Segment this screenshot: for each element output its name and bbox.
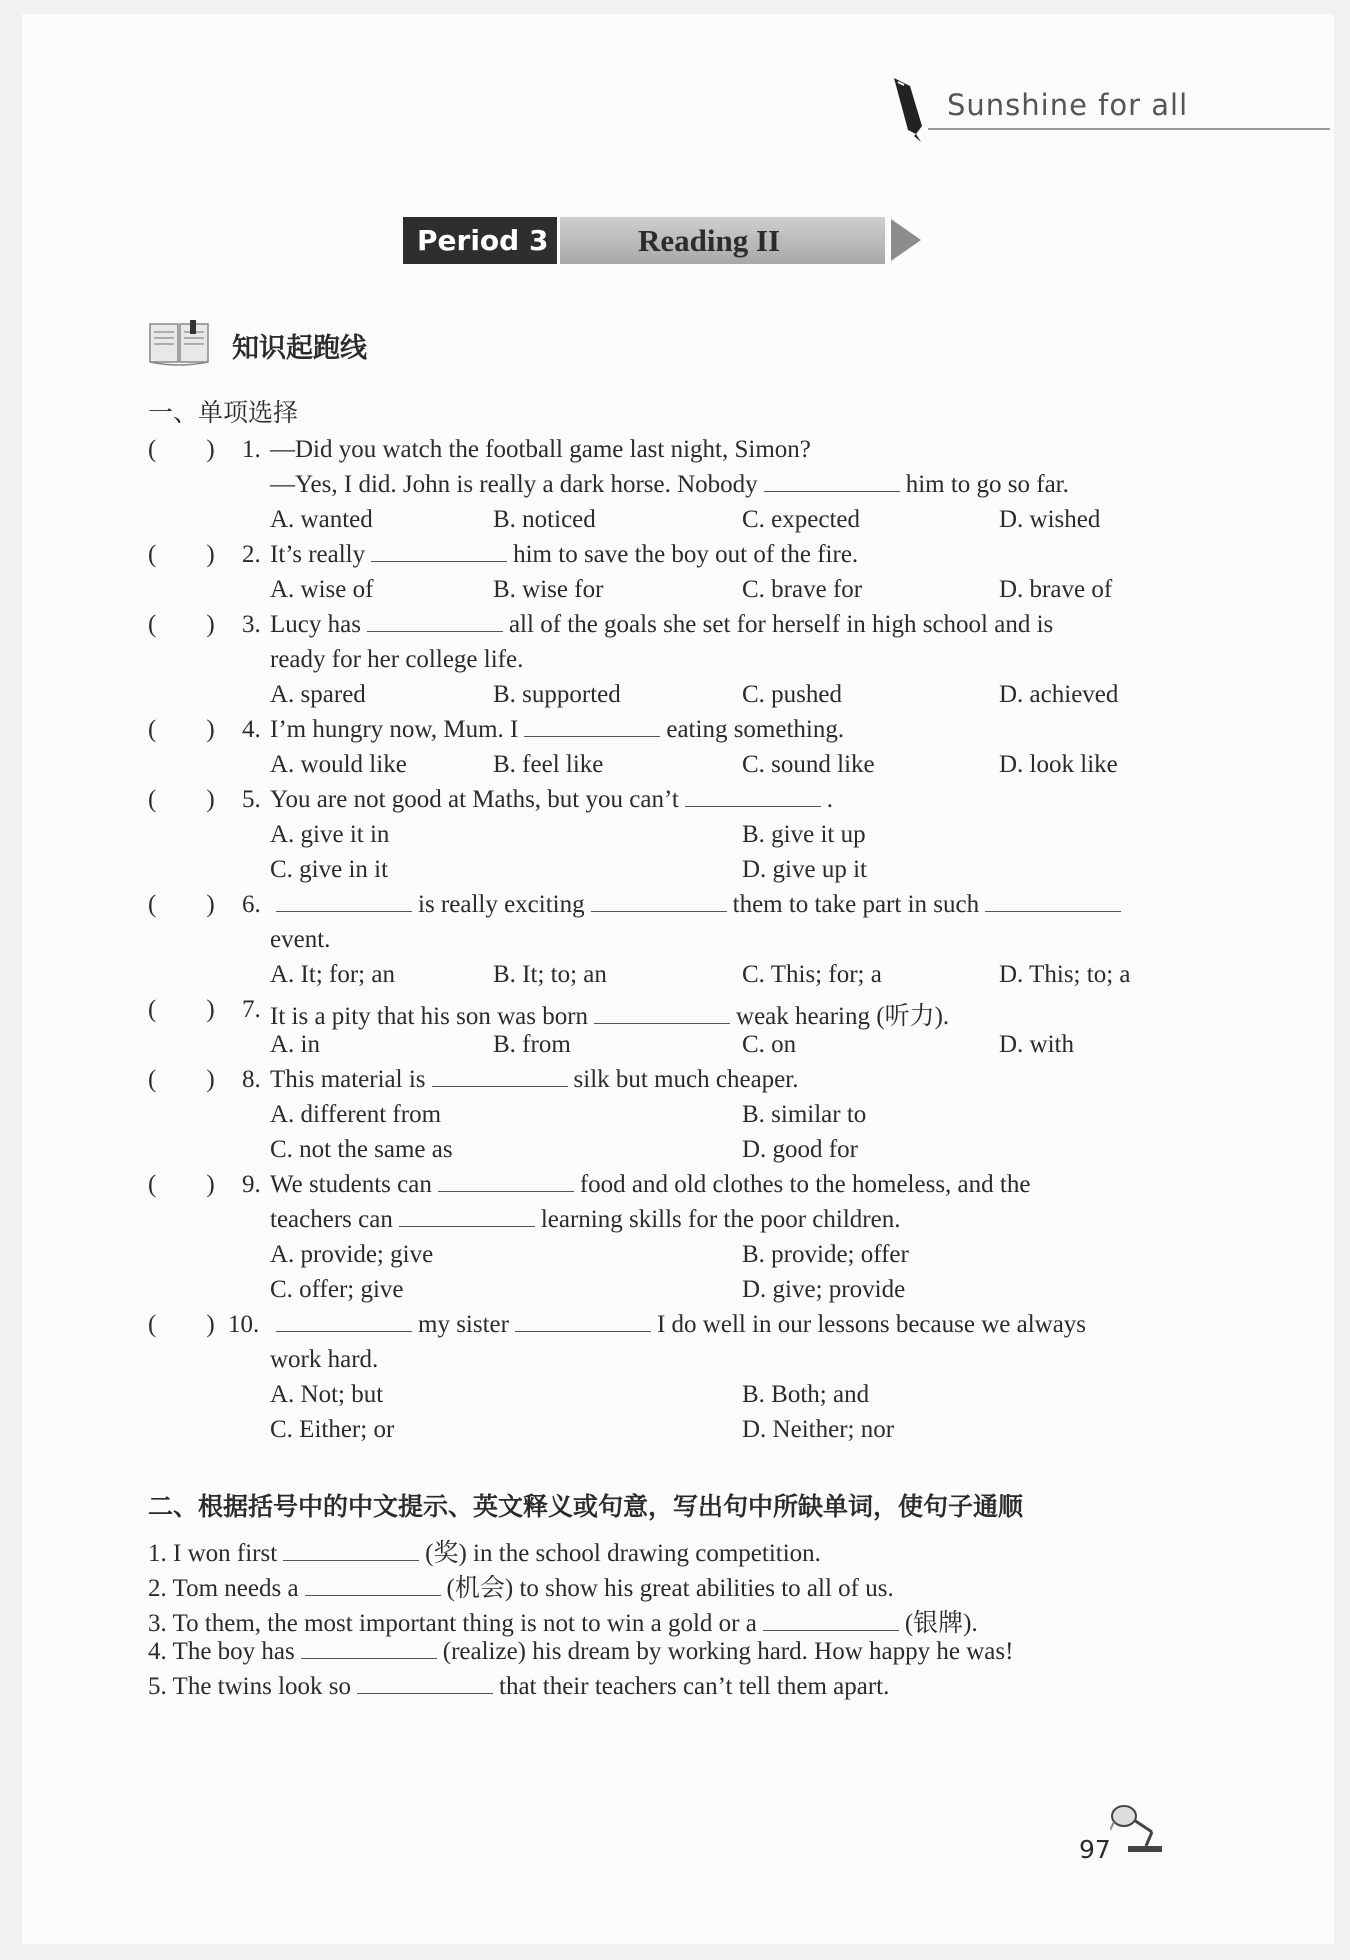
answer-blank[interactable]: [524, 718, 660, 737]
text-segment: I’m hungry now, Mum. I: [270, 716, 519, 743]
option-d[interactable]: D. give up it: [742, 856, 867, 883]
fill-item: [148, 1603, 978, 1639]
answer-bracket[interactable]: ( ): [148, 436, 215, 463]
answer-blank[interactable]: [432, 1068, 568, 1087]
question-number: 3.: [242, 611, 261, 638]
option-b[interactable]: B. wise for: [493, 576, 604, 603]
option-a[interactable]: A. in: [270, 1031, 320, 1058]
question-line: [270, 786, 833, 814]
option-a[interactable]: A. different from: [270, 1101, 442, 1128]
question-line: [270, 1171, 1030, 1199]
option-c[interactable]: C. expected: [742, 506, 861, 533]
part2-title: 二、根据括号中的中文提示、英文释义或句意，写出句中所缺单词，使句子通顺: [148, 1492, 1024, 1521]
answer-blank[interactable]: [301, 1640, 437, 1659]
option-b[interactable]: B. Both; and: [742, 1381, 870, 1408]
book-icon: [148, 320, 214, 368]
text-segment: that their teachers can’t tell them apart.: [499, 1673, 890, 1700]
answer-blank[interactable]: [591, 893, 727, 912]
answer-blank[interactable]: [371, 543, 507, 562]
answer-blank[interactable]: [438, 1173, 574, 1192]
option-c[interactable]: C. brave for: [742, 576, 863, 603]
option-a[interactable]: A. give it in: [270, 821, 390, 848]
option-b[interactable]: B. give it up: [742, 821, 866, 848]
text-segment: work hard.: [270, 1346, 379, 1373]
text-segment: 3. To them, the most important thing is not to win a gold or a: [148, 1610, 757, 1637]
answer-bracket[interactable]: ( ): [148, 891, 215, 918]
text-segment: ready for her college life.: [270, 646, 524, 673]
option-d[interactable]: D. This; to; a: [999, 961, 1131, 988]
page-number: 97: [1079, 1835, 1111, 1864]
text-segment: .: [826, 786, 834, 813]
option-a[interactable]: A. would like: [270, 751, 407, 778]
answer-bracket[interactable]: ( ): [148, 996, 215, 1023]
pen-icon: [888, 76, 928, 144]
fill-item: [148, 1568, 894, 1604]
question-number: 1.: [242, 436, 261, 463]
question-line: [270, 1206, 900, 1234]
text-segment: 1. I won first: [148, 1540, 278, 1567]
text-segment: eating something.: [666, 716, 845, 743]
fill-item: [148, 1533, 821, 1569]
question-number: 6.: [242, 891, 261, 918]
answer-blank[interactable]: [764, 473, 900, 492]
banner-arrow-icon: [891, 219, 921, 261]
question-line: [270, 436, 811, 464]
option-c[interactable]: C. give in it: [270, 856, 389, 883]
text-segment: (机会) to show his great abilities to all of us.: [446, 1575, 894, 1602]
answer-blank[interactable]: [594, 1005, 730, 1024]
section-title: 知识起跑线: [232, 333, 367, 364]
question-number: 9.: [242, 1171, 261, 1198]
answer-bracket[interactable]: ( ): [148, 541, 215, 568]
option-d[interactable]: D. Neither; nor: [742, 1416, 895, 1443]
answer-blank[interactable]: [305, 1577, 441, 1596]
option-a[interactable]: A. Not; but: [270, 1381, 384, 1408]
answer-blank[interactable]: [367, 613, 503, 632]
answer-blank[interactable]: [283, 1542, 419, 1561]
text-segment: learning skills for the poor children.: [540, 1206, 901, 1233]
header-rule: [928, 128, 1330, 130]
text-segment: is really exciting: [418, 891, 585, 918]
question-line: [270, 646, 523, 674]
text-segment: 2. Tom needs a: [148, 1575, 299, 1602]
question-line: [270, 611, 1053, 639]
question-line: [270, 996, 949, 1032]
question-line: [270, 926, 330, 954]
fill-item: [148, 1673, 889, 1701]
answer-bracket[interactable]: ( ): [148, 1066, 215, 1093]
option-c[interactable]: C. not the same as: [270, 1136, 453, 1163]
answer-blank[interactable]: [515, 1313, 651, 1332]
text-segment: Lucy has: [270, 611, 361, 638]
text-segment: all of the goals she set for herself in high school and is: [508, 611, 1054, 638]
question-line: [270, 1311, 1086, 1339]
text-segment: It is a pity that his son was born: [270, 1003, 589, 1030]
question-number: 4.: [242, 716, 261, 743]
option-b[interactable]: B. feel like: [493, 751, 604, 778]
option-b[interactable]: B. similar to: [742, 1101, 867, 1128]
option-a[interactable]: A. spared: [270, 681, 366, 708]
answer-blank[interactable]: [985, 893, 1121, 912]
question-line: [270, 716, 844, 744]
answer-bracket[interactable]: ( ): [148, 1311, 215, 1338]
option-d[interactable]: D. brave of: [999, 576, 1113, 603]
text-segment: my sister: [418, 1311, 509, 1338]
answer-bracket[interactable]: ( ): [148, 1171, 215, 1198]
text-segment: It’s really: [270, 541, 366, 568]
answer-bracket[interactable]: ( ): [148, 786, 215, 813]
answer-blank[interactable]: [685, 788, 821, 807]
option-d[interactable]: D. wished: [999, 506, 1101, 533]
text-segment: (奖) in the school drawing competition.: [425, 1540, 821, 1567]
text-segment: him to save the boy out of the fire.: [513, 541, 859, 568]
text-segment: him to go so far.: [905, 471, 1069, 498]
text-segment: —Yes, I did. John is really a dark horse. Nobody: [270, 471, 758, 498]
period-title: Reading II: [560, 217, 885, 264]
text-segment: I do well in our lessons because we always: [656, 1311, 1087, 1338]
option-d[interactable]: D. good for: [742, 1136, 858, 1163]
text-segment: weak hearing (听力).: [736, 1003, 950, 1030]
answer-bracket[interactable]: ( ): [148, 716, 215, 743]
question-number: 8.: [242, 1066, 261, 1093]
text-segment: You are not good at Maths, but you can’t: [270, 786, 679, 813]
question-line: [270, 1346, 378, 1374]
option-c[interactable]: C. sound like: [742, 751, 875, 778]
answer-blank[interactable]: [357, 1675, 493, 1694]
period-label: Period 3: [403, 217, 557, 264]
answer-blank[interactable]: [763, 1612, 899, 1631]
brand-title: Sunshine for all: [947, 88, 1189, 122]
option-d[interactable]: D. with: [999, 1031, 1074, 1058]
answer-blank[interactable]: [399, 1208, 535, 1227]
text-segment: 4. The boy has: [148, 1638, 295, 1665]
option-b[interactable]: B. from: [493, 1031, 571, 1058]
option-c[interactable]: C. This; for; a: [742, 961, 882, 988]
text-segment: (realize) his dream by working hard. How happy he was!: [442, 1638, 1014, 1665]
option-c[interactable]: C. on: [742, 1031, 797, 1058]
text-segment: teachers can: [270, 1206, 393, 1233]
option-a[interactable]: A. wanted: [270, 506, 373, 533]
text-segment: We students can: [270, 1171, 432, 1198]
question-line: [270, 541, 858, 569]
question-line: [270, 1066, 798, 1094]
option-b[interactable]: B. provide; offer: [742, 1241, 909, 1268]
question-number: 5.: [242, 786, 261, 813]
option-a[interactable]: A. It; for; an: [270, 961, 395, 988]
text-segment: This material is: [270, 1066, 426, 1093]
text-segment: (银牌).: [904, 1610, 978, 1637]
option-b[interactable]: B. supported: [493, 681, 621, 708]
text-segment: event.: [270, 926, 331, 953]
question-line: [270, 471, 1069, 499]
question-line: [270, 891, 1127, 919]
option-b[interactable]: B. noticed: [493, 506, 596, 533]
text-segment: 5. The twins look so: [148, 1673, 352, 1700]
option-a[interactable]: A. wise of: [270, 576, 374, 603]
option-a[interactable]: A. provide; give: [270, 1241, 434, 1268]
option-d[interactable]: D. give; provide: [742, 1276, 906, 1303]
answer-bracket[interactable]: ( ): [148, 611, 215, 638]
question-number: 7.: [242, 996, 261, 1023]
fill-item: [148, 1638, 1013, 1666]
answer-blank[interactable]: [276, 893, 412, 912]
option-d[interactable]: D. achieved: [999, 681, 1119, 708]
option-b[interactable]: B. It; to; an: [493, 961, 607, 988]
option-c[interactable]: C. offer; give: [270, 1276, 404, 1303]
option-c[interactable]: C. Either; or: [270, 1416, 395, 1443]
text-segment: food and old clothes to the homeless, and the: [579, 1171, 1031, 1198]
text-segment: —Did you watch the football game last night, Simon?: [270, 436, 811, 463]
question-number: 10.: [228, 1311, 260, 1338]
text-segment: them to take part in such: [732, 891, 980, 918]
part1-title: 一、单项选择: [148, 398, 299, 427]
answer-blank[interactable]: [276, 1313, 412, 1332]
option-d[interactable]: D. look like: [999, 751, 1118, 778]
question-number: 2.: [242, 541, 261, 568]
option-c[interactable]: C. pushed: [742, 681, 842, 708]
text-segment: silk but much cheaper.: [573, 1066, 799, 1093]
desk-lamp-icon: [1110, 1802, 1166, 1854]
